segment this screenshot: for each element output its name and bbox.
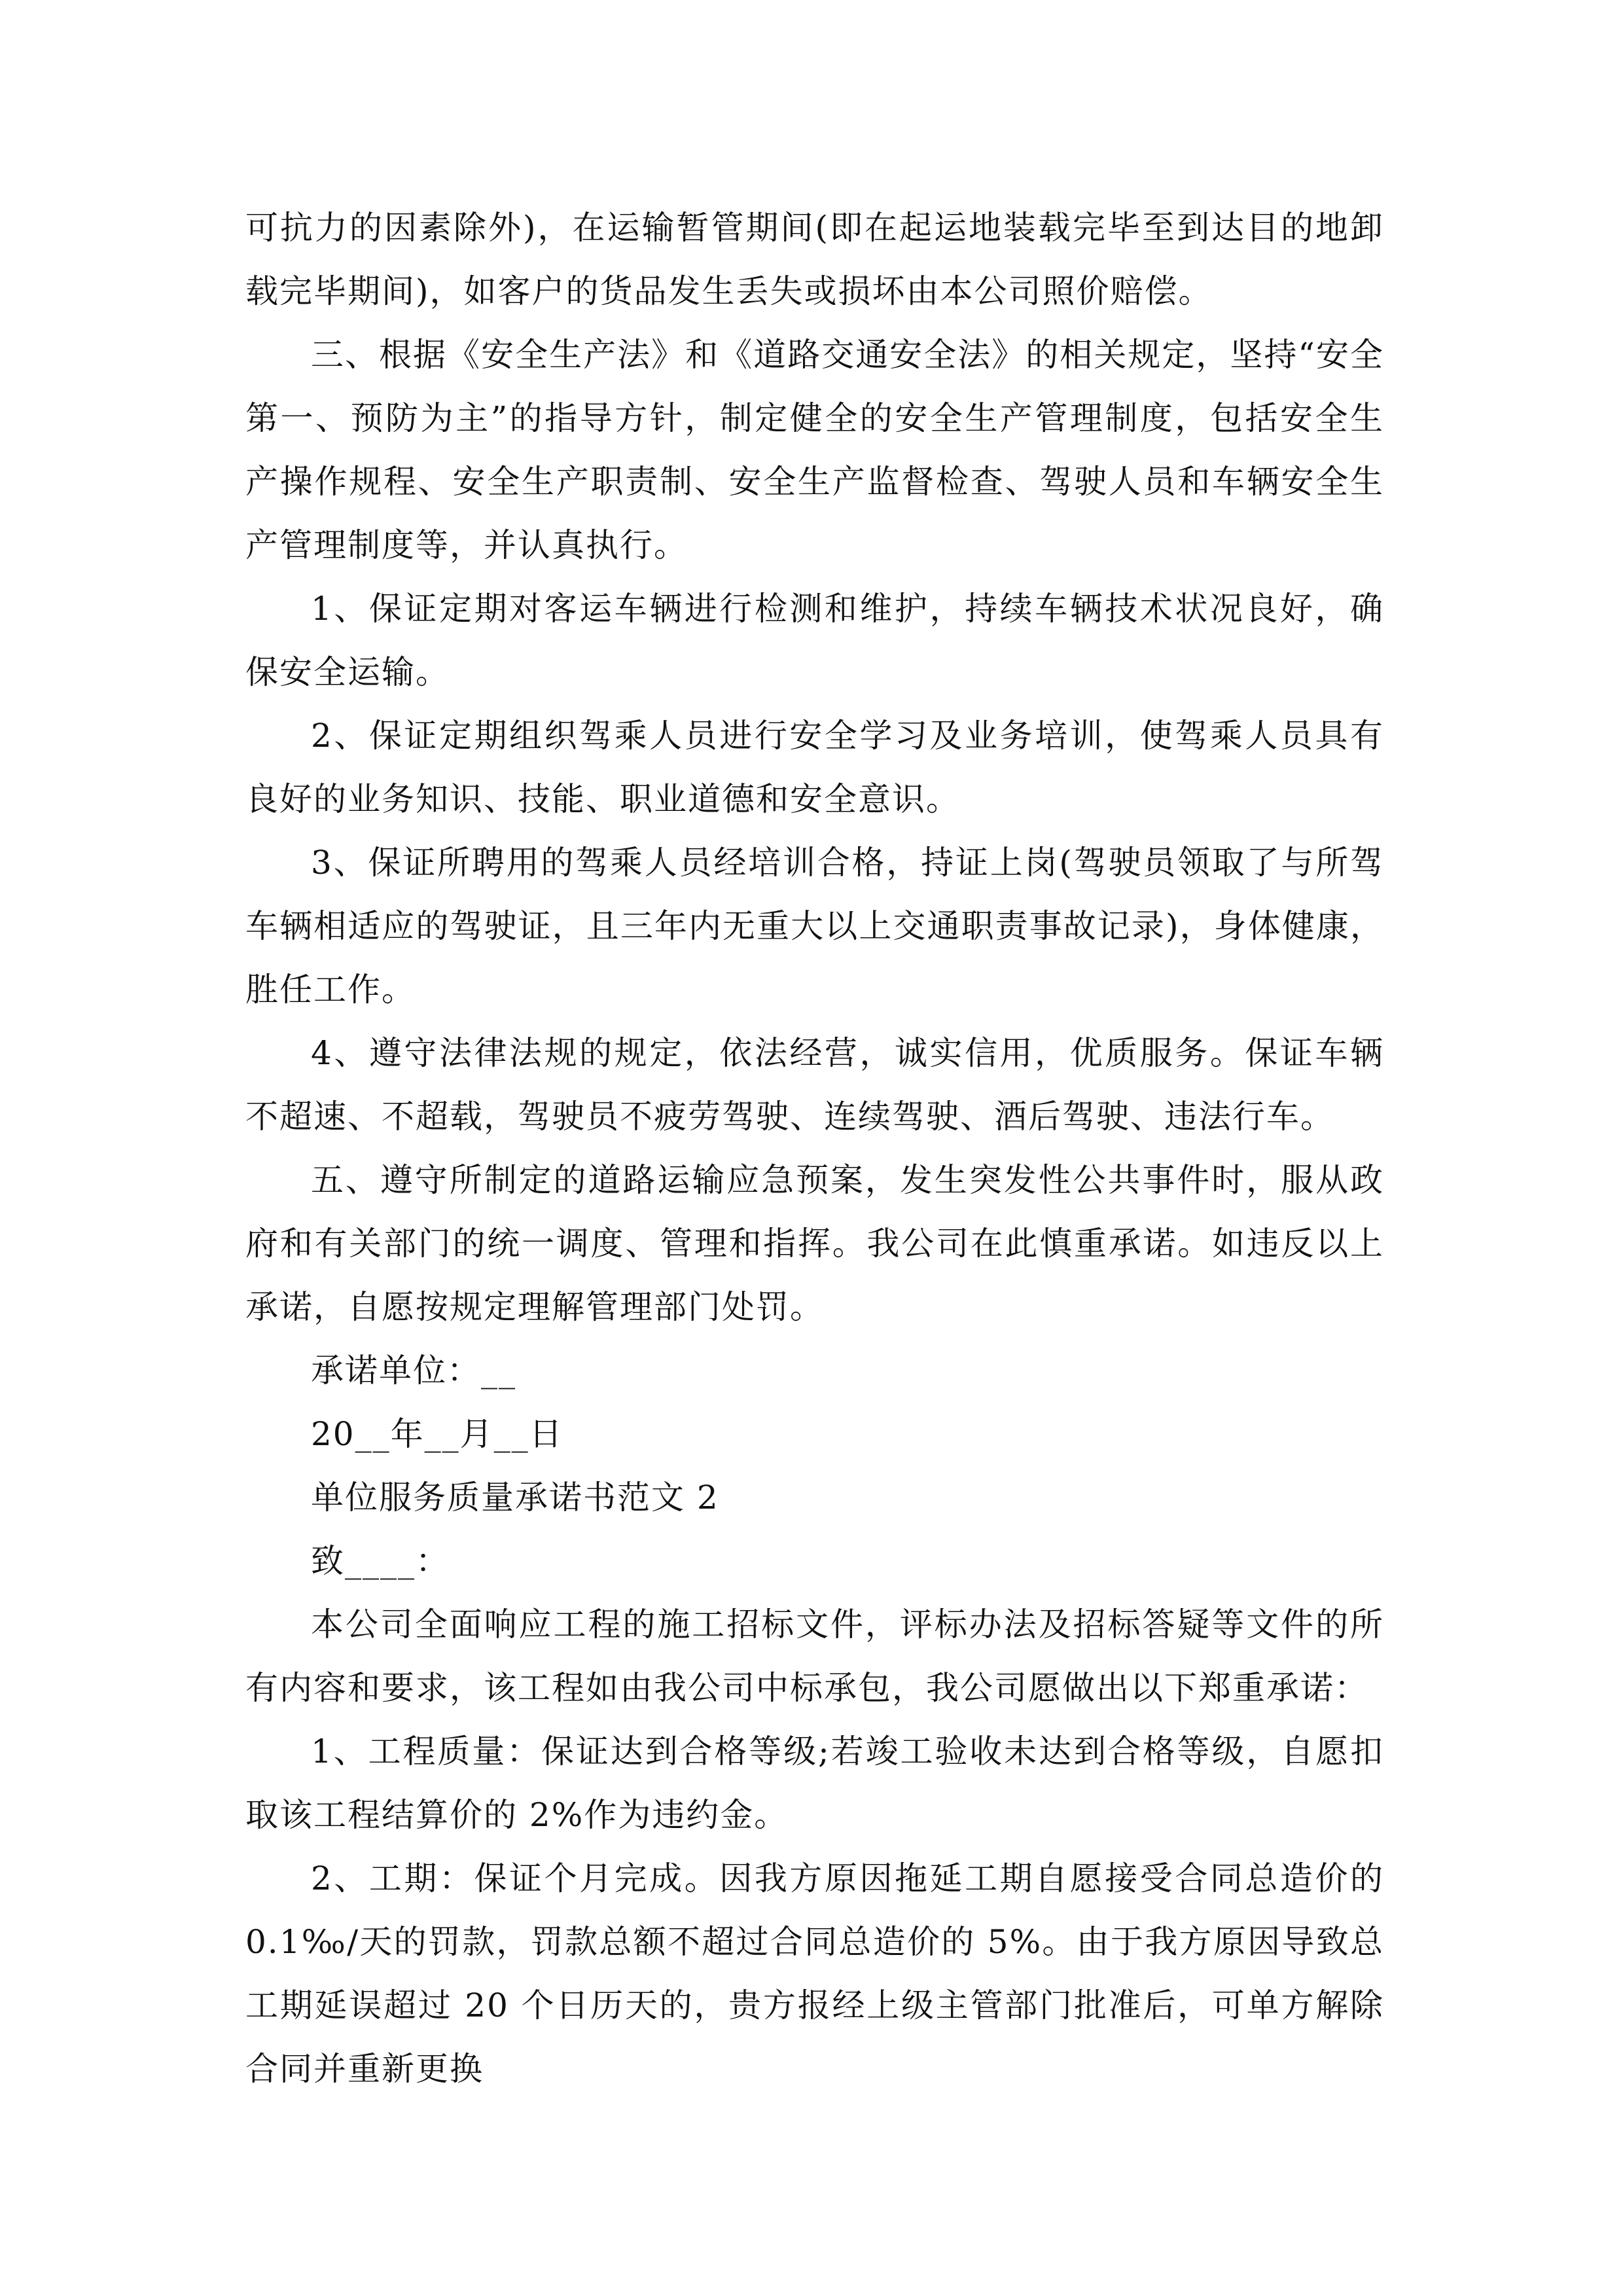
paragraph-schedule-item: 2、工期：保证个月完成。因我方原因拖延工期自愿接受合同总造价的 0.1‰/天的罚款，罚款总额不超过合同总造价的 5%。由于我方原因导致总工期延误超过 20 个日历天的，贵方报经上级主管部门批准后，可单方解除合同并重新更换	[245, 1859, 1384, 2088]
salutation-line: 致____：	[311, 1542, 450, 1580]
signature-unit-line: 承诺单位：__	[311, 1352, 516, 1390]
paragraph-commitment-intro: 本公司全面响应工程的施工招标文件，评标办法及招标答疑等文件的所有内容和要求，该工程如由我公司中标承包，我公司愿做出以下郑重承诺：	[245, 1605, 1384, 1707]
date-line: 20__年__月__日	[311, 1415, 563, 1453]
paragraph-item-1: 1、保证定期对客运车辆进行检测和维护，持续车辆技术状况良好，确保安全运输。	[245, 590, 1384, 691]
paragraph-section-five: 五、遵守所制定的道路运输应急预案，发生突发性公共事件时，服从政府和有关部门的统一调度、管理和指挥。我公司在此慎重承诺。如违反以上承诺，自愿按规定理解管理部门处罚。	[245, 1161, 1384, 1326]
paragraph-item-4: 4、遵守法律法规的规定，依法经营，诚实信用，优质服务。保证车辆不超速、不超载，驾驶员不疲劳驾驶、连续驾驶、酒后驾驶、违法行车。	[245, 1034, 1384, 1136]
paragraph-quality-item: 1、工程质量：保证达到合格等级;若竣工验收未达到合格等级，自愿扣取该工程结算价的 2%作为违约金。	[245, 1732, 1384, 1834]
paragraph-section-three: 三、根据《安全生产法》和《道路交通安全法》的相关规定，坚持“安全第一、预防为主”的指导方针，制定健全的安全生产管理制度，包括安全生产操作规程、安全生产职责制、安全生产监督检查、驾驶人员和车辆安全生产管理制度等，并认真执行。	[245, 336, 1384, 564]
paragraph-item-2: 2、保证定期组织驾乘人员进行安全学习及业务培训，使驾乘人员具有良好的业务知识、技能、职业道德和安全意识。	[245, 717, 1384, 818]
section-heading-sample-2: 单位服务质量承诺书范文 2	[311, 1479, 719, 1516]
document-body	[245, 196, 1384, 2101]
paragraph-item-3: 3、保证所聘用的驾乘人员经培训合格，持证上岗(驾驶员领取了与所驾车辆相适应的驾驶证，且三年内无重大以上交通职责事故记录)，身体健康，胜任工作。	[245, 844, 1384, 1009]
paragraph-continuation: 可抗力的因素除外)，在运输暂管期间(即在起运地装载完毕至到达目的地卸载完毕期间)，如客户的货品发生丢失或损坏由本公司照价赔偿。	[245, 209, 1384, 310]
